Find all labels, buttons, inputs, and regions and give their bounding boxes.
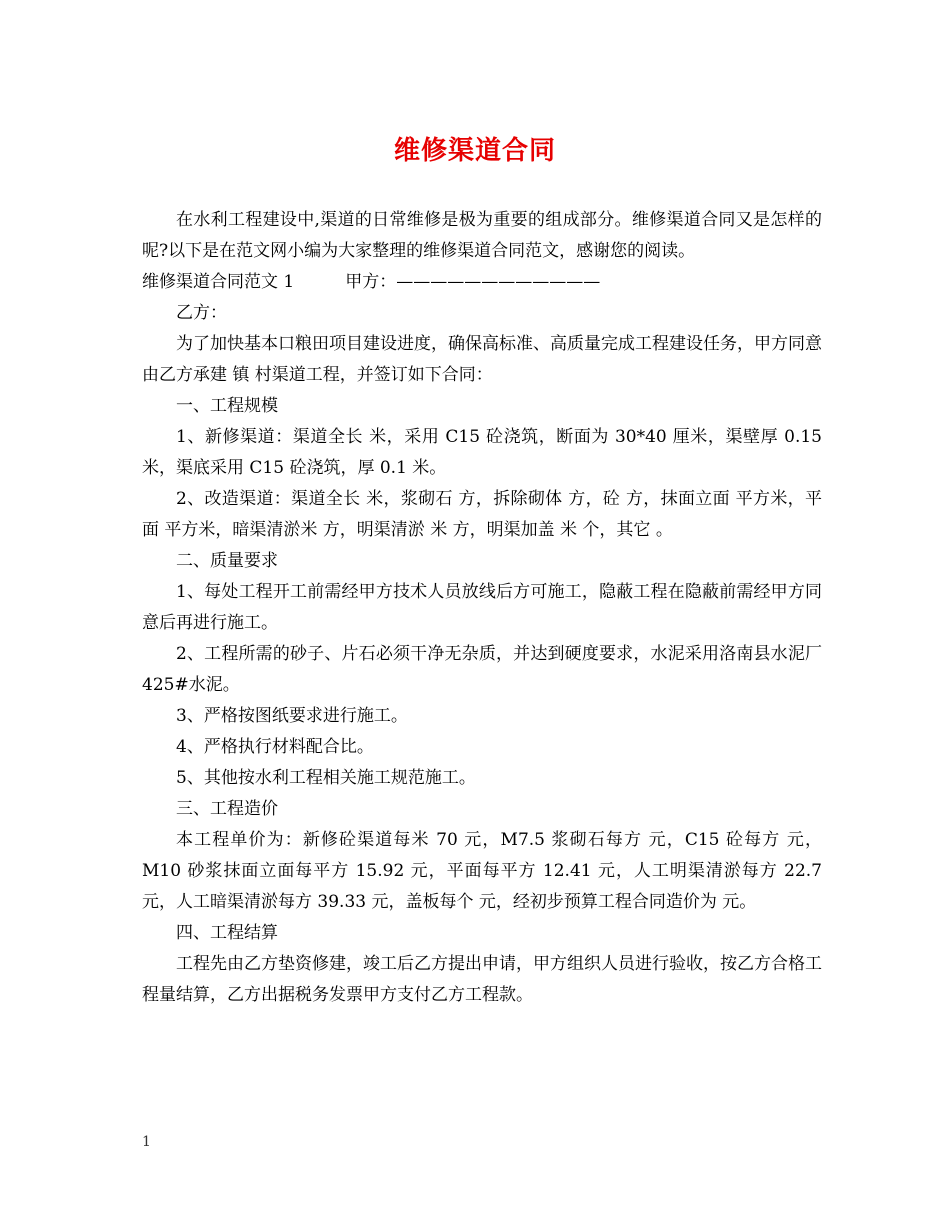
section-heading: 三、工程造价 bbox=[176, 799, 278, 819]
paragraph: 1、新修渠道：渠道全长 米，采用 C15 砼浇筑，断面为 30*40 厘米，渠壁厚 0.15 米，渠底采用 C15 砼浇筑，厚 0.1 米。 bbox=[142, 427, 822, 478]
paragraph: 工程先由乙方垫资修建，竣工后乙方提出申请，甲方组织人员进行验收，按乙方合格工程量结算，乙方出据税务发票甲方支付乙方工程款。 bbox=[142, 954, 822, 1005]
paragraph: 乙方： bbox=[176, 303, 227, 323]
document-title: 维修渠道合同 bbox=[393, 136, 556, 166]
paragraph: 本工程单价为：新修砼渠道每米 70 元，M7.5 浆砌石每方 元，C15 砼每方 元，M10 砂浆抹面立面每平方 15.92 元，平面每平方 12.41 元，人工明渠清淤每方 22.7 元，人工暗渠清淤每方 39.33 元，盖板每个 元，经初步预算工程合同造价为 元。 bbox=[142, 830, 822, 912]
section-heading: 二、质量要求 bbox=[176, 551, 278, 571]
paragraph: 维修渠道合同范文 1 甲方：———————————— bbox=[142, 272, 601, 292]
section-heading: 一、工程规模 bbox=[176, 396, 278, 416]
paragraph: 为了加快基本口粮田项目建设进度，确保高标准、高质量完成工程建设任务，甲方同意由乙方承建 镇 村渠道工程，并签订如下合同： bbox=[142, 334, 822, 385]
document-body bbox=[142, 205, 822, 1011]
paragraph: 2、改造渠道：渠道全长 米，浆砌石 方，拆除砌体 方，砼 方，抹面立面 平方米，平面 平方米，暗渠清淤米 方，明渠清淤 米 方，明渠加盖 米 个，其它 。 bbox=[142, 489, 822, 540]
paragraph: 4、严格执行材料配合比。 bbox=[176, 737, 374, 757]
section-heading: 四、工程结算 bbox=[176, 923, 278, 943]
paragraph: 1、每处工程开工前需经甲方技术人员放线后方可施工，隐蔽工程在隐蔽前需经甲方同意后再进行施工。 bbox=[142, 582, 822, 633]
paragraph: 3、严格按图纸要求进行施工。 bbox=[176, 706, 408, 726]
paragraph: 在水利工程建设中,渠道的日常维修是极为重要的组成部分。维修渠道合同又是怎样的呢?以下是在范文网小编为大家整理的维修渠道合同范文，感谢您的阅读。 bbox=[142, 210, 822, 261]
paragraph: 2、工程所需的砂子、片石必须干净无杂质，并达到硬度要求，水泥采用洛南县水泥厂 425#水泥。 bbox=[142, 644, 822, 695]
paragraph: 5、其他按水利工程相关施工规范施工。 bbox=[176, 768, 476, 788]
page-number: 1 bbox=[142, 1134, 151, 1150]
